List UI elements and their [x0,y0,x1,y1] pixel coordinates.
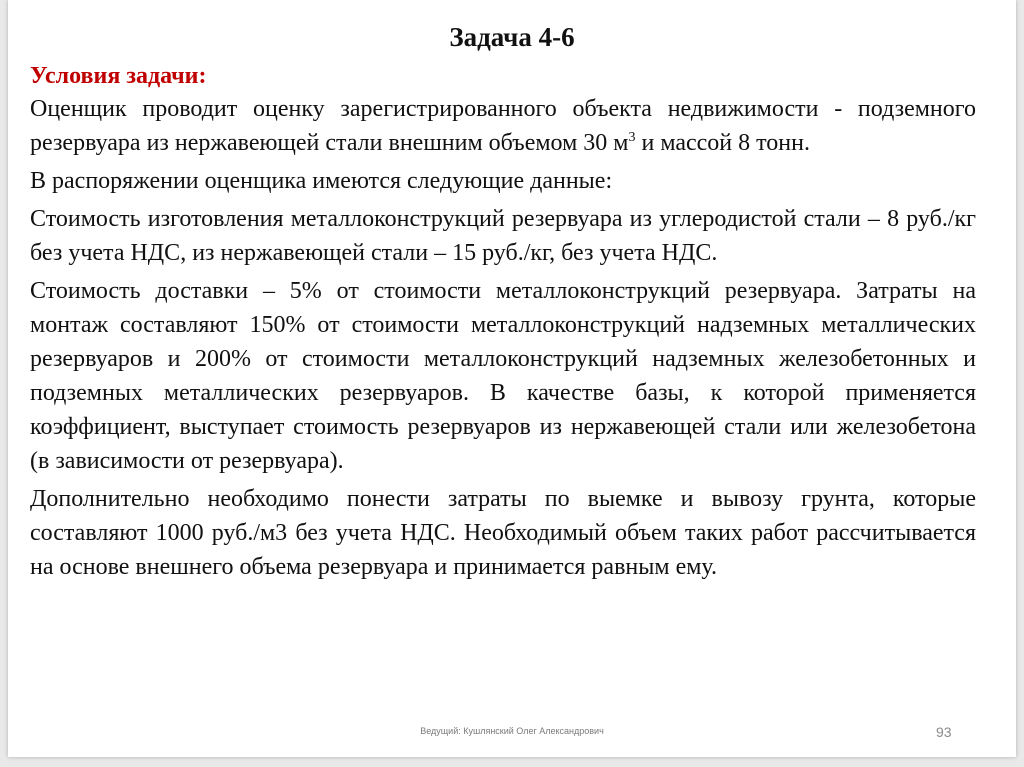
paragraph-delivery-installation: Стоимость доставки – 5% от стоимости металлоконструкций резервуара. Затраты на монтаж составляют 150% от стоимости металлоконструкций надземных металлических резервуаров и 200% от стоимости металлоконструкций надземных железобетонных и подземных металлических резервуаров. В качестве базы, к которой применяется коэффициент, выступает стоимость резервуаров из нержавеющей стали или железобетона (в зависимости от резервуара). [30,278,976,474]
superscript-cubic: 3 [628,130,636,145]
conditions-heading: Условия задачи: [30,63,207,89]
paragraph-data-intro: В распоряжении оценщика имеются следующие данные: [30,168,613,194]
paragraph-object-description-tail: и массой 8 тонн. [635,130,810,156]
slide-title: Задача 4-6 [449,22,575,52]
task-body [30,92,976,588]
presenter-footer: Ведущий: Кушлянский Олег Александрович [420,726,604,736]
page-number: 93 [936,724,952,740]
slide [8,0,1016,757]
paragraph-object-description-text: Оценщик проводит оценку зарегистрированного объекта недвижимости - подземного резервуара из нержавеющей стали внешним объемом 30 м [30,96,976,156]
paragraph-excavation: Дополнительно необходимо понести затраты по выемке и вывозу грунта, которые составляют 1000 руб./м3 без учета НДС. Необходимый объем таких работ рассчитывается на основе внешнего объема резервуара и принимается равным ему. [30,486,976,580]
paragraph-manufacturing-cost: Стоимость изготовления металлоконструкций резервуара из углеродистой стали – 8 руб./кг без учета НДС, из нержавеющей стали – 15 руб./кг, без учета НДС. [30,206,976,266]
paragraph-object-description [30,92,976,160]
